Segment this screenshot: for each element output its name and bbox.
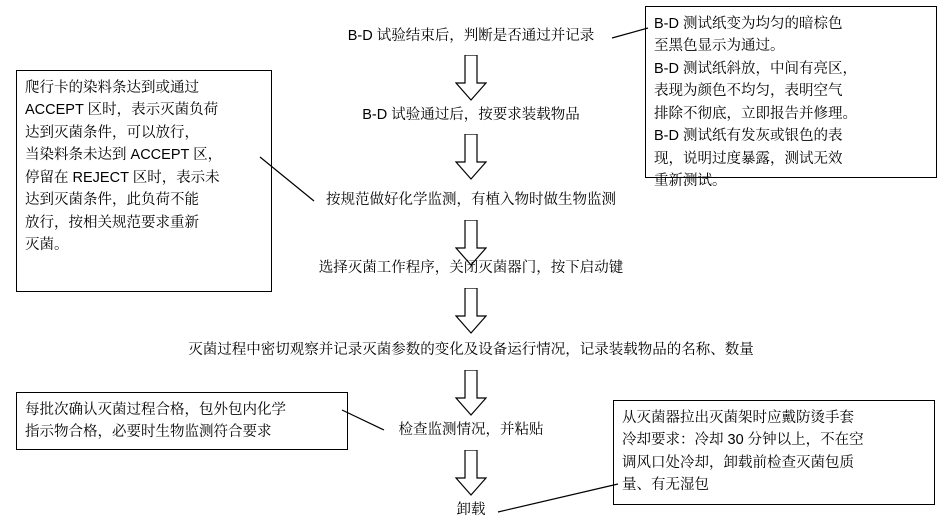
note-line: 灭菌。 — [25, 237, 69, 254]
note-line: 从灭菌器拉出灭菌架时应戴防烫手套 — [622, 410, 854, 426]
arrow-5 — [455, 370, 487, 416]
note-line: 当染料条未达到 ACCEPT 区， — [25, 147, 223, 164]
arrow-6 — [455, 450, 487, 496]
note-line: 达到灭菌条件，此负荷不能 — [25, 192, 199, 209]
note-line: 量、有无湿包 — [622, 477, 709, 494]
step-select-program: 选择灭菌工作程序，关闭灭菌器门，按下启动键 — [318, 260, 624, 276]
note-line: 停留在 REJECT 区时，表示未 — [25, 169, 220, 186]
note-line: B-D 测试纸变为均匀的暗棕色 — [654, 16, 843, 32]
note-line: 达到灭菌条件，可以放行， — [25, 124, 199, 141]
note-line: 现，说明过度暴露，测试无效 — [654, 150, 843, 167]
note-line: B-D 测试纸有发灰或银色的表 — [654, 128, 843, 145]
step-chemical-monitor: 按规范做好化学监测，有植入物时做生物监测 — [326, 192, 616, 208]
note-line: 放行，按相关规范要求重新 — [25, 214, 199, 231]
arrow-1 — [455, 55, 487, 101]
arrow-4 — [455, 288, 487, 334]
step-bd-pass-load: B-D 试验通过后，按要求装载物品 — [362, 107, 580, 123]
note-line: ACCEPT 区时，表示灭菌负荷 — [25, 102, 219, 119]
step-unload: 卸载 — [456, 502, 486, 518]
step-check-paste: 检查监测情况，并粘贴 — [398, 422, 544, 438]
note-line: 冷却要求：冷却 30 分钟以上，不在空 — [622, 432, 864, 449]
note-line: 至黑色显示为通过。 — [654, 38, 785, 55]
note-line: 排除不彻底，立即报告并修理。 — [654, 105, 857, 122]
step-bd-result: B-D 试验结束后，判断是否通过并记录 — [347, 28, 595, 44]
note-line: 每批次确认灭菌过程合格，包外包内化学 — [25, 402, 286, 418]
note-line: 表现为颜色不均匀，表明空气 — [654, 83, 843, 100]
note-line: 重新测试。 — [654, 173, 727, 190]
note-cooling — [613, 400, 935, 505]
note-line: 调风口处冷却，卸载前检查灭菌包质 — [622, 454, 854, 471]
note-line: 指示物合格，必要时生物监测符合要求 — [25, 424, 272, 441]
arrow-2 — [455, 134, 487, 180]
step-observe-record: 灭菌过程中密切观察并记录灭菌参数的变化及设备运行情况，记录装载物品的名称、数量 — [188, 342, 754, 358]
note-line: B-D 测试纸斜放，中间有亮区， — [654, 60, 857, 77]
note-line: 爬行卡的染料条达到或通过 — [25, 80, 199, 96]
